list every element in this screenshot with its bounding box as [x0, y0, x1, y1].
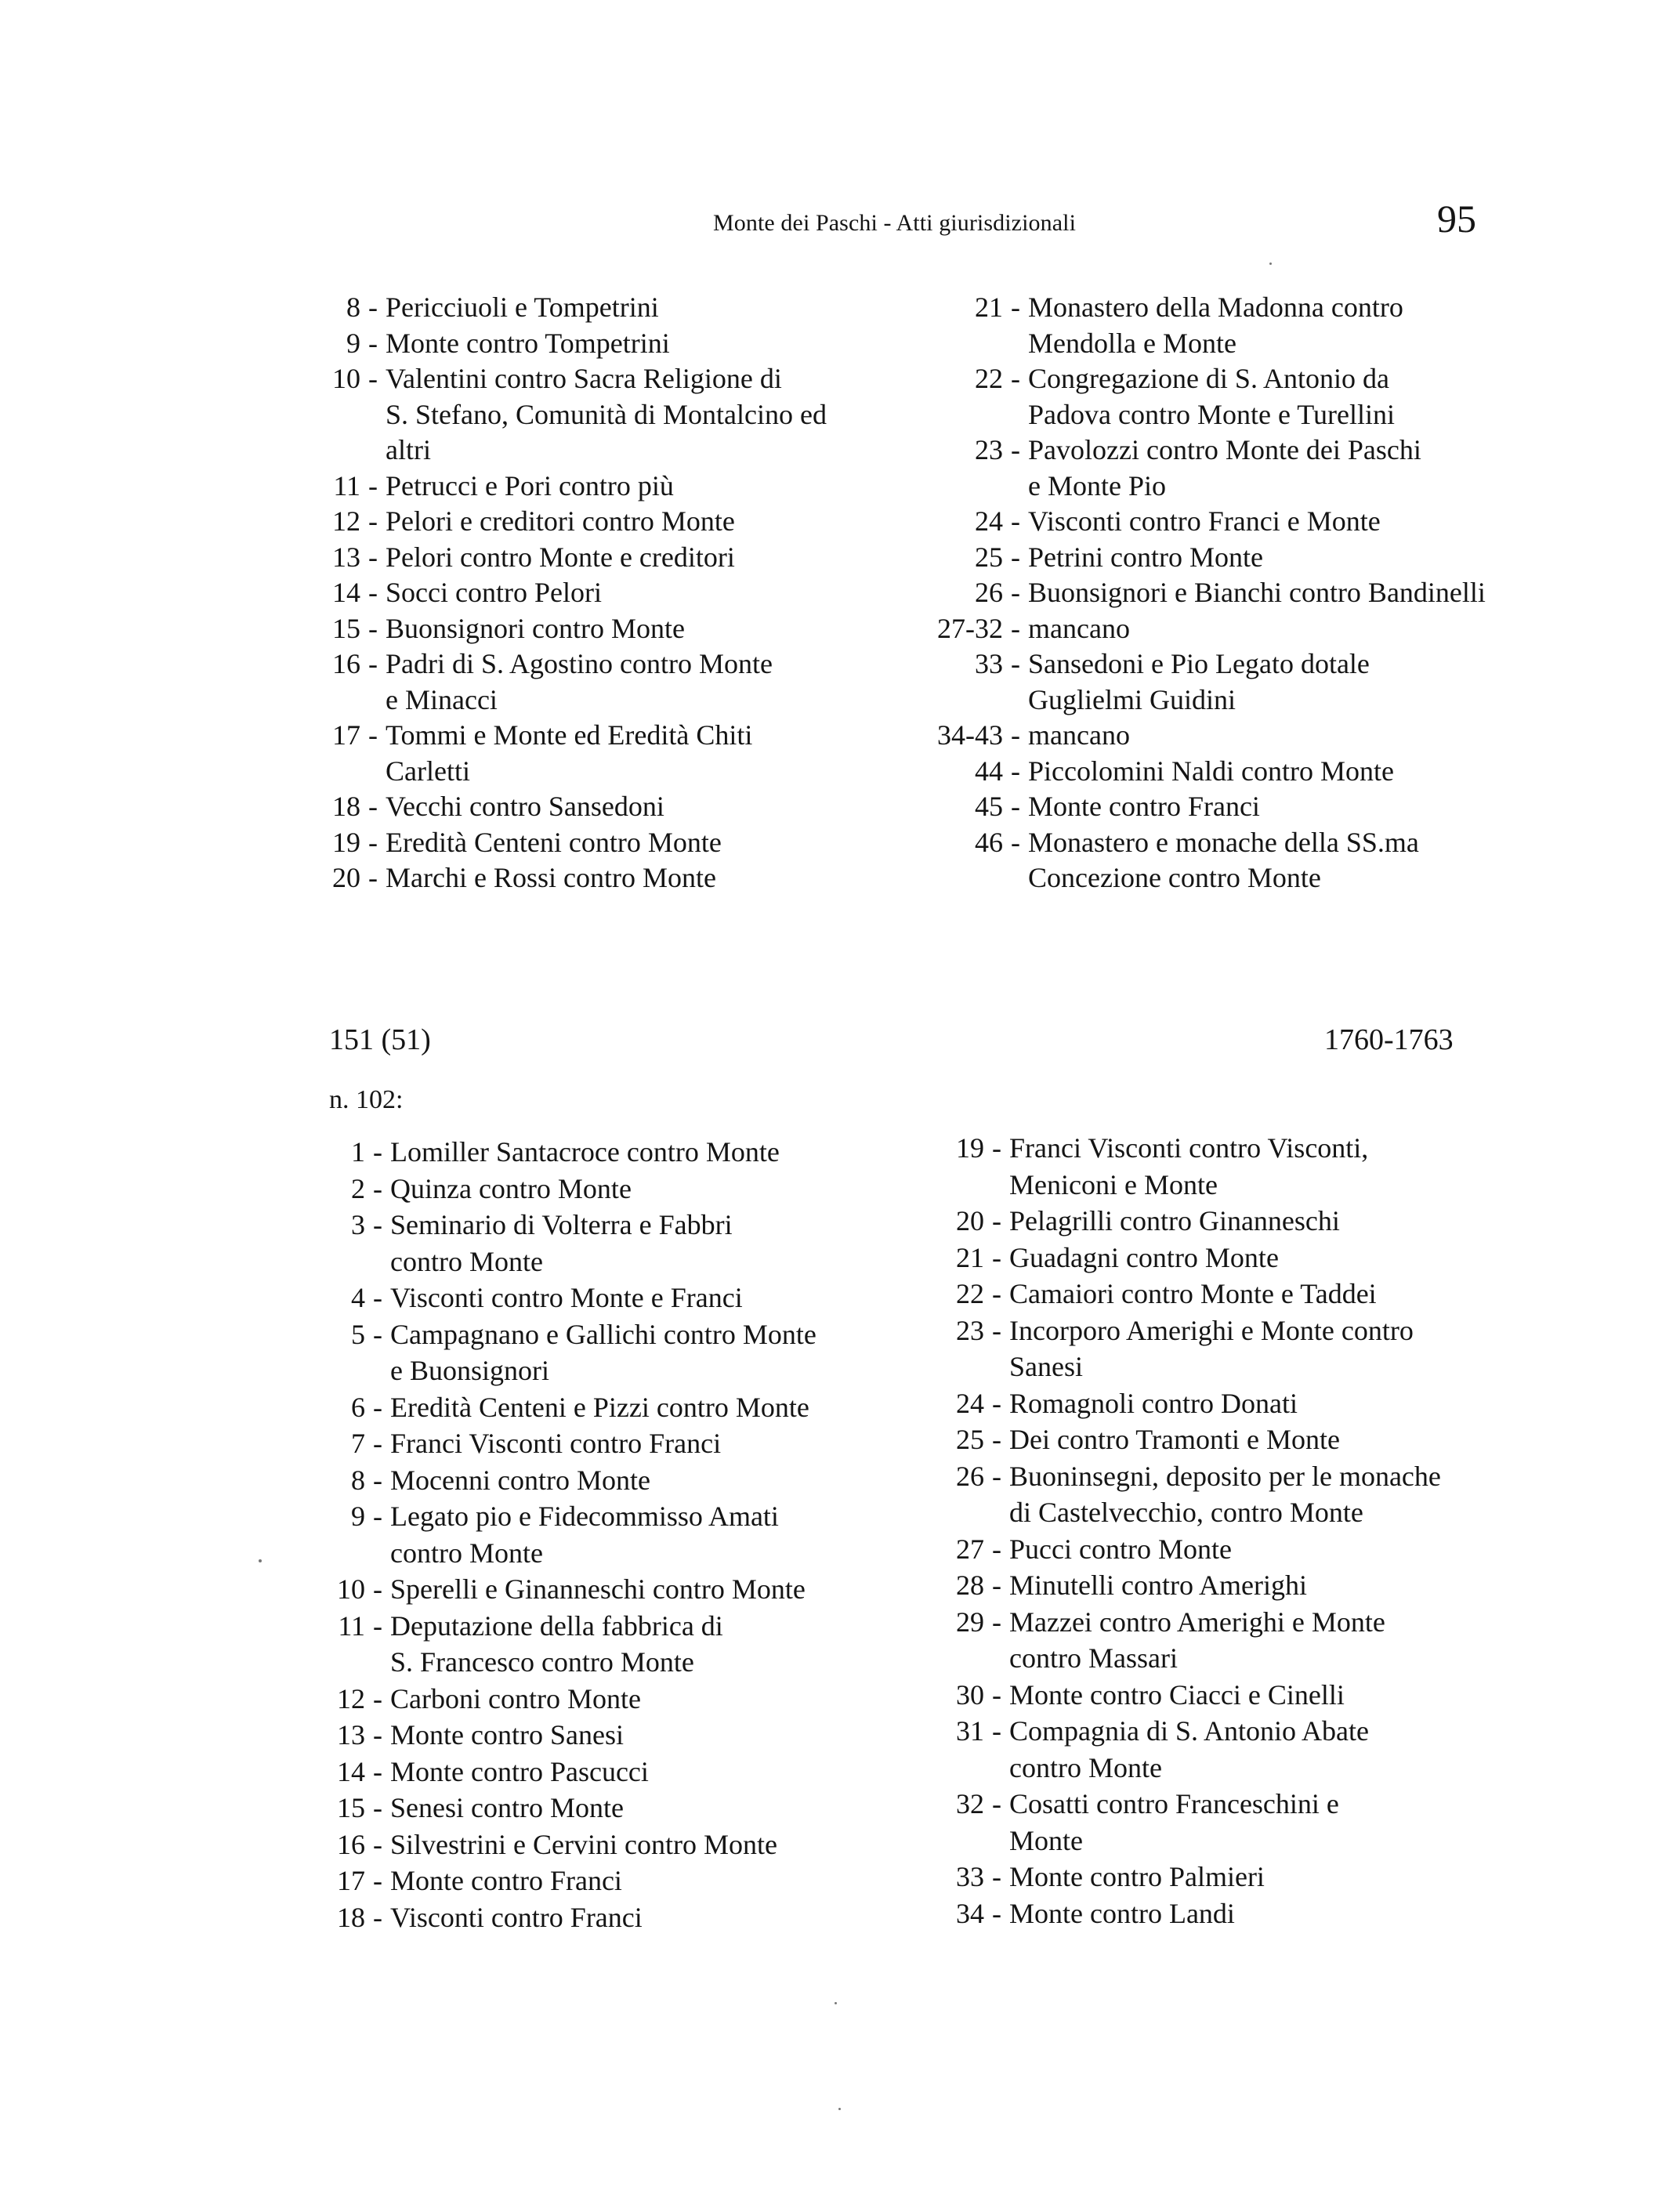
- entry-separator: -: [373, 1792, 382, 1823]
- entry-number: 10: [332, 363, 360, 394]
- entry-number: 24: [956, 1387, 984, 1419]
- entry-separator: -: [373, 1501, 382, 1532]
- list-entry: [937, 1276, 1533, 1312]
- entry-number: 24: [975, 505, 1003, 537]
- entry-separator: -: [992, 1715, 1001, 1747]
- entry-number: 17: [332, 719, 360, 751]
- entry-separator: -: [368, 577, 378, 608]
- entry-separator: -: [1011, 791, 1020, 822]
- entry-text: Monte contro Palmieri: [1009, 1861, 1265, 1892]
- entry-text: Monte contro Franci: [390, 1865, 622, 1896]
- entry-text: Carboni contro Monte: [390, 1682, 641, 1714]
- entry-number: 31: [956, 1715, 984, 1747]
- entry-text: Mazzei contro Amerighi e Monte contro Massari: [1009, 1606, 1385, 1674]
- entry-separator: -: [1011, 648, 1020, 679]
- list-entry: [313, 825, 909, 861]
- list-entry: [313, 1608, 909, 1681]
- entry-number: 12: [337, 1682, 365, 1714]
- entry-text: Pavolozzi contro Monte dei Paschi e Monte Pio: [1028, 434, 1421, 501]
- entry-number: 8: [346, 291, 360, 323]
- running-title: Monte dei Paschi - Atti giurisdizionali: [713, 210, 1077, 236]
- entry-text: Congregazione di S. Antonio da Padova contro Monte e Turellini: [1028, 363, 1395, 430]
- entry-separator: -: [373, 1719, 382, 1750]
- list-entry: [313, 1280, 909, 1316]
- list-entry: [937, 361, 1533, 433]
- entry-separator: -: [373, 1318, 382, 1350]
- list-entry: [937, 611, 1533, 647]
- entry-separator: -: [1011, 612, 1020, 644]
- entry-text: Padri di S. Agostino contro Monte e Minacci: [386, 648, 773, 715]
- entry-separator: -: [992, 1861, 1001, 1892]
- list-entry: [313, 504, 909, 540]
- entry-separator: -: [1011, 363, 1020, 394]
- entry-number: 16: [332, 648, 360, 679]
- entry-number: 13: [337, 1719, 365, 1750]
- list-entry: [313, 1790, 909, 1827]
- list-entry: [313, 1462, 909, 1499]
- entry-text: Vecchi contro Sansedoni: [386, 791, 664, 822]
- list-entry: [937, 1203, 1533, 1240]
- list-entry: [313, 1571, 909, 1608]
- entry-text: Lomiller Santacroce contro Monte: [390, 1136, 780, 1168]
- list-entry: [937, 825, 1533, 896]
- entry-number: 18: [337, 1901, 365, 1933]
- entry-number: 27-32: [937, 612, 1003, 644]
- list-entry: [937, 504, 1533, 540]
- list-entry: [937, 290, 1533, 361]
- entry-number: 13: [332, 541, 360, 573]
- entry-text: Sansedoni e Pio Legato dotale Guglielmi Guidini: [1028, 648, 1370, 715]
- entry-separator: -: [373, 1865, 382, 1896]
- entry-separator: -: [992, 1278, 1001, 1309]
- entry-number: 20: [332, 862, 360, 893]
- entry-separator: -: [373, 1282, 382, 1313]
- entry-text: Pucci contro Monte: [1009, 1533, 1232, 1565]
- entry-number: 34-43: [937, 719, 1003, 751]
- entry-text: Visconti contro Franci e Monte: [1028, 505, 1381, 537]
- list-entry: [313, 789, 909, 825]
- entry-separator: -: [992, 1460, 1001, 1492]
- entry-separator: -: [368, 612, 378, 644]
- entry-separator: -: [368, 363, 378, 394]
- entry-number: 11: [333, 469, 360, 501]
- list-entry: [313, 1389, 909, 1426]
- entry-number: 17: [337, 1865, 365, 1896]
- entry-separator: -: [1011, 541, 1020, 573]
- list-entry: [313, 1316, 909, 1389]
- entry-number: 28: [956, 1569, 984, 1601]
- list-entry: [937, 1713, 1533, 1786]
- entry-separator: -: [368, 469, 378, 501]
- scan-speck: [1269, 262, 1272, 265]
- entry-text: Pericciuoli e Tompetrini: [386, 291, 659, 323]
- entry-text: Monte contro Franci: [1028, 791, 1260, 822]
- entry-number: 11: [338, 1609, 365, 1642]
- list-entry: [937, 1859, 1533, 1895]
- entry-separator: -: [368, 505, 378, 537]
- entry-text: Guadagni contro Monte: [1009, 1241, 1279, 1273]
- entry-separator: -: [992, 1387, 1001, 1419]
- entry-text: Petrucci e Pori contro più: [386, 469, 674, 501]
- entry-separator: -: [992, 1424, 1001, 1455]
- entry-number: 45: [975, 791, 1003, 822]
- entry-separator: -: [1011, 434, 1020, 465]
- entry-number: 25: [975, 541, 1003, 573]
- upper-right-list: [937, 290, 1533, 896]
- entry-text: Visconti contro Franci: [390, 1901, 643, 1933]
- entry-separator: -: [992, 1205, 1001, 1236]
- entry-text: Monte contro Ciacci e Cinelli: [1009, 1678, 1345, 1711]
- list-entry: [313, 1207, 909, 1280]
- entry-number: 19: [956, 1132, 984, 1164]
- entry-text: Eredità Centeni e Pizzi contro Monte: [390, 1391, 809, 1423]
- entry-separator: -: [992, 1788, 1001, 1819]
- entry-number: 14: [337, 1755, 365, 1787]
- scan-speck: [835, 2002, 837, 2004]
- list-entry: [937, 1240, 1533, 1276]
- list-entry: [313, 1899, 909, 1936]
- list-entry: [313, 1863, 909, 1899]
- lower-left-list: [313, 1134, 909, 1935]
- entry-text: Visconti contro Monte e Franci: [390, 1282, 743, 1313]
- entry-number: 23: [975, 434, 1003, 465]
- entry-separator: -: [373, 1391, 382, 1423]
- entry-text: Campagnano e Gallichi contro Monte e Buonsignori: [390, 1318, 816, 1386]
- entry-separator: -: [1011, 291, 1020, 323]
- entry-separator: -: [368, 719, 378, 751]
- list-entry: [937, 1458, 1533, 1531]
- list-entry: [937, 540, 1533, 576]
- entry-number: 15: [337, 1792, 365, 1823]
- entry-text: Eredità Centeni contro Monte: [386, 826, 722, 858]
- scan-speck: [838, 2108, 841, 2110]
- entry-number: 25: [956, 1424, 984, 1455]
- list-entry: [937, 433, 1533, 504]
- entry-separator: -: [373, 1172, 382, 1204]
- entry-separator: -: [373, 1464, 382, 1496]
- list-entry: [313, 1425, 909, 1462]
- list-entry: [313, 860, 909, 896]
- list-entry: [937, 575, 1533, 611]
- entry-number: 12: [332, 505, 360, 537]
- entry-text: Monte contro Landi: [1009, 1897, 1235, 1929]
- entry-separator: -: [1011, 719, 1020, 751]
- entry-number: 3: [351, 1209, 365, 1240]
- entry-text: Seminario di Volterra e Fabbri contro Monte: [390, 1209, 733, 1277]
- entry-number: 30: [956, 1678, 984, 1711]
- entry-separator: -: [1011, 826, 1020, 858]
- scan-speck: [259, 1559, 262, 1562]
- entry-text: Legato pio e Fidecommisso Amati contro Monte: [390, 1501, 779, 1569]
- entry-separator: -: [373, 1209, 382, 1240]
- list-entry: [313, 1754, 909, 1790]
- entry-text: Piccolomini Naldi contro Monte: [1028, 755, 1394, 787]
- list-entry: [313, 611, 909, 647]
- entry-number: 33: [956, 1861, 984, 1892]
- entry-separator: -: [992, 1241, 1001, 1273]
- entry-separator: -: [992, 1314, 1001, 1346]
- upper-left-list: [313, 290, 909, 896]
- entry-text: Franci Visconti contro Franci: [390, 1428, 722, 1459]
- section-item-number: n. 102:: [329, 1085, 404, 1114]
- list-entry: [937, 718, 1533, 754]
- entry-text: Pelori e creditori contro Monte: [386, 505, 735, 537]
- entry-number: 7: [351, 1428, 365, 1459]
- entry-text: Senesi contro Monte: [390, 1792, 624, 1823]
- entry-text: Monte contro Sanesi: [390, 1719, 624, 1750]
- entry-text: Monte contro Pascucci: [390, 1755, 649, 1787]
- entry-separator: -: [992, 1678, 1001, 1711]
- entry-number: 9: [351, 1501, 365, 1532]
- entry-number: 15: [332, 612, 360, 644]
- entry-number: 21: [975, 291, 1003, 323]
- list-entry: [937, 1677, 1533, 1714]
- entry-separator: -: [992, 1897, 1001, 1929]
- entry-text: Compagnia di S. Antonio Abate contro Monte: [1009, 1715, 1369, 1783]
- list-entry: [937, 1604, 1533, 1677]
- lower-right-list: [937, 1130, 1533, 1932]
- entry-separator: -: [373, 1573, 382, 1605]
- entry-number: 5: [351, 1318, 365, 1350]
- entry-separator: -: [368, 791, 378, 822]
- list-entry: [313, 1681, 909, 1718]
- entry-number: 26: [975, 577, 1003, 608]
- entry-text: Pelagrilli contro Ginanneschi: [1009, 1205, 1340, 1236]
- entry-number: 44: [975, 755, 1003, 787]
- entry-number: 27: [956, 1533, 984, 1565]
- entry-number: 14: [332, 577, 360, 608]
- entry-separator: -: [368, 826, 378, 858]
- section-dates: 1760-1763: [1324, 1023, 1454, 1056]
- list-entry: [937, 1895, 1533, 1932]
- entry-number: 2: [351, 1172, 365, 1204]
- entry-number: 26: [956, 1460, 984, 1492]
- list-entry: [313, 469, 909, 505]
- entry-separator: -: [368, 327, 378, 359]
- entry-separator: -: [368, 648, 378, 679]
- entry-number: 19: [332, 826, 360, 858]
- list-entry: [937, 754, 1533, 790]
- entry-text: Marchi e Rossi contro Monte: [386, 862, 716, 893]
- list-entry: [937, 1421, 1533, 1458]
- entry-text: Monastero e monache della SS.ma Concezione contro Monte: [1028, 826, 1419, 893]
- entry-separator: -: [368, 291, 378, 323]
- entry-text: Minutelli contro Amerighi: [1009, 1569, 1307, 1601]
- entry-number: 33: [975, 648, 1003, 679]
- list-entry: [313, 1134, 909, 1171]
- entry-separator: -: [373, 1755, 382, 1787]
- entry-separator: -: [368, 862, 378, 893]
- entry-text: Dei contro Tramonti e Monte: [1009, 1424, 1340, 1455]
- list-entry: [313, 290, 909, 326]
- list-entry: [313, 540, 909, 576]
- entry-number: 32: [956, 1788, 984, 1819]
- entry-separator: -: [373, 1609, 382, 1642]
- entry-number: 8: [351, 1464, 365, 1496]
- entry-text: Silvestrini e Cervini contro Monte: [390, 1828, 777, 1860]
- entry-number: 10: [337, 1573, 365, 1605]
- entry-text: Cosatti contro Franceschini e Monte: [1009, 1788, 1339, 1856]
- entry-number: 23: [956, 1314, 984, 1346]
- entry-separator: -: [373, 1828, 382, 1860]
- entry-text: Valentini contro Sacra Religione di S. Stefano, Comunità di Montalcino ed altri: [386, 363, 827, 465]
- entry-text: Petrini contro Monte: [1028, 541, 1263, 573]
- entry-text: Camaiori contro Monte e Taddei: [1009, 1278, 1377, 1309]
- entry-number: 1: [351, 1136, 365, 1168]
- list-entry: [937, 1531, 1533, 1568]
- entry-text: Mocenni contro Monte: [390, 1464, 650, 1496]
- list-entry: [313, 361, 909, 469]
- entry-number: 16: [337, 1828, 365, 1860]
- entry-text: Socci contro Pelori: [386, 577, 602, 608]
- entry-separator: -: [992, 1606, 1001, 1638]
- list-entry: [313, 646, 909, 718]
- entry-text: Franci Visconti contro Visconti, Meniconi e Monte: [1009, 1132, 1369, 1200]
- list-entry: [937, 1786, 1533, 1859]
- entry-number: 46: [975, 826, 1003, 858]
- entry-number: 4: [351, 1282, 365, 1313]
- entry-number: 34: [956, 1897, 984, 1929]
- entry-text: Tommi e Monte ed Eredità Chiti Carletti: [386, 719, 753, 787]
- list-entry: [937, 1567, 1533, 1604]
- entry-text: Monte contro Tompetrini: [386, 327, 670, 359]
- entry-number: 9: [346, 327, 360, 359]
- list-entry: [313, 1827, 909, 1863]
- entry-text: Romagnoli contro Donati: [1009, 1387, 1298, 1419]
- entry-text: Sperelli e Ginanneschi contro Monte: [390, 1573, 806, 1605]
- list-entry: [937, 1385, 1533, 1422]
- list-entry: [937, 1312, 1533, 1385]
- entry-text: Buoninsegni, deposito per le monache di Castelvecchio, contro Monte: [1009, 1460, 1441, 1528]
- entry-separator: -: [373, 1682, 382, 1714]
- list-entry: [313, 575, 909, 611]
- entry-text: Pelori contro Monte e creditori: [386, 541, 735, 573]
- entry-number: 6: [351, 1391, 365, 1423]
- entry-separator: -: [373, 1901, 382, 1933]
- entry-text: Incorporo Amerighi e Monte contro Sanesi: [1009, 1314, 1414, 1382]
- entry-number: 29: [956, 1606, 984, 1638]
- entry-separator: -: [992, 1569, 1001, 1601]
- entry-separator: -: [992, 1533, 1001, 1565]
- list-entry: [937, 1130, 1533, 1203]
- entry-text: Buonsignori contro Monte: [386, 612, 685, 644]
- entry-number: 22: [975, 363, 1003, 394]
- entry-separator: -: [373, 1428, 382, 1459]
- entry-text: Quinza contro Monte: [390, 1172, 632, 1204]
- entry-number: 22: [956, 1278, 984, 1309]
- entry-separator: -: [368, 541, 378, 573]
- entry-separator: -: [1011, 505, 1020, 537]
- entry-separator: -: [1011, 577, 1020, 608]
- entry-text: mancano: [1028, 719, 1130, 751]
- entry-text: mancano: [1028, 612, 1130, 644]
- entry-separator: -: [1011, 755, 1020, 787]
- page-number: 95: [1437, 197, 1476, 241]
- section-code: 151 (51): [329, 1023, 431, 1056]
- entry-text: Monastero della Madonna contro Mendolla e Monte: [1028, 291, 1403, 359]
- list-entry: [313, 718, 909, 789]
- entry-text: Buonsignori e Bianchi contro Bandinelli: [1028, 577, 1486, 608]
- entry-number: 21: [956, 1241, 984, 1273]
- entry-number: 20: [956, 1205, 984, 1236]
- entry-separator: -: [992, 1132, 1001, 1164]
- entry-text: Deputazione della fabbrica di S. Francesco contro Monte: [390, 1609, 723, 1678]
- entry-separator: -: [373, 1136, 382, 1168]
- entry-number: 18: [332, 791, 360, 822]
- list-entry: [313, 1171, 909, 1207]
- list-entry: [313, 326, 909, 362]
- list-entry: [937, 789, 1533, 825]
- list-entry: [313, 1717, 909, 1754]
- list-entry: [937, 646, 1533, 718]
- list-entry: [313, 1498, 909, 1571]
